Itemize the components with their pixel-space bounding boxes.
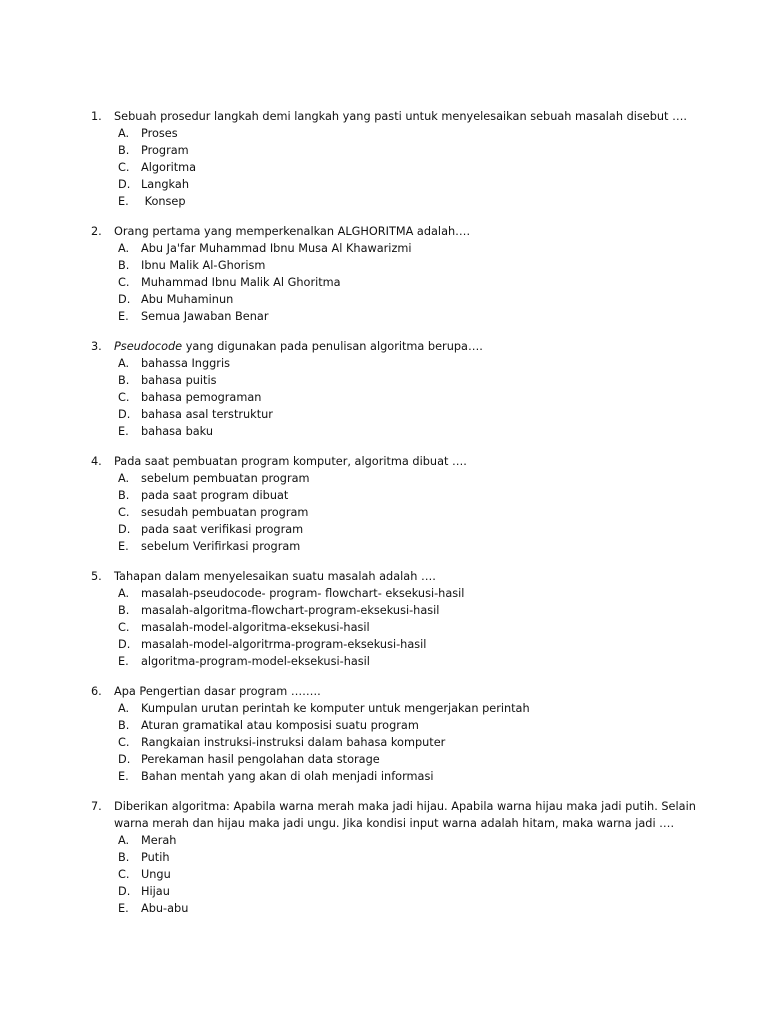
option-label: A. bbox=[118, 834, 130, 847]
question-term-italic: Pseudocode bbox=[114, 340, 183, 353]
option-e bbox=[91, 768, 711, 785]
option-label: A. bbox=[118, 472, 130, 485]
option-b bbox=[91, 717, 711, 734]
option-a bbox=[91, 585, 711, 602]
option-list bbox=[91, 470, 711, 555]
question-3 bbox=[91, 338, 711, 440]
option-text: algoritma-program-model-eksekusi-hasil bbox=[141, 655, 370, 668]
option-text: masalah-model-algoritrma-program-eksekusi-hasil bbox=[141, 638, 427, 651]
option-label: E. bbox=[118, 770, 129, 783]
option-label: A. bbox=[118, 357, 130, 370]
option-d bbox=[91, 883, 711, 900]
option-c bbox=[91, 274, 711, 291]
question-row bbox=[91, 453, 711, 470]
option-e bbox=[91, 308, 711, 325]
question-5 bbox=[91, 568, 711, 670]
option-c bbox=[91, 504, 711, 521]
option-c bbox=[91, 866, 711, 883]
option-d bbox=[91, 406, 711, 423]
option-label: D. bbox=[118, 293, 131, 306]
option-list bbox=[91, 585, 711, 670]
option-list bbox=[91, 700, 711, 785]
question-text: Tahapan dalam menyelesaikan suatu masalah adalah …. bbox=[114, 570, 436, 583]
option-list bbox=[91, 240, 711, 325]
option-b bbox=[91, 602, 711, 619]
option-text: masalah-algoritma-flowchart-program-eksekusi-hasil bbox=[141, 604, 440, 617]
option-text: bahasa pemograman bbox=[141, 391, 262, 404]
option-label: E. bbox=[118, 902, 129, 915]
option-text: Semua Jawaban Benar bbox=[141, 310, 269, 323]
option-label: E. bbox=[118, 540, 129, 553]
option-text: Ibnu Malik Al-Ghorism bbox=[141, 259, 266, 272]
option-e bbox=[91, 193, 711, 210]
option-text: sebelum Verifirkasi program bbox=[141, 540, 301, 553]
option-text: Konsep bbox=[141, 195, 186, 208]
option-text: Hijau bbox=[141, 885, 170, 898]
option-b bbox=[91, 849, 711, 866]
option-label: B. bbox=[118, 851, 130, 864]
option-label: A. bbox=[118, 587, 130, 600]
option-a bbox=[91, 240, 711, 257]
option-label: C. bbox=[118, 506, 130, 519]
option-label: D. bbox=[118, 408, 131, 421]
option-text: Abu Muhaminun bbox=[141, 293, 234, 306]
option-label: C. bbox=[118, 391, 130, 404]
question-number: 4. bbox=[91, 455, 102, 468]
option-text: pada saat verifikasi program bbox=[141, 523, 304, 536]
option-text: Aturan gramatikal atau komposisi suatu program bbox=[141, 719, 419, 732]
question-4 bbox=[91, 453, 711, 555]
question-1 bbox=[91, 108, 711, 210]
question-6 bbox=[91, 683, 711, 785]
option-e bbox=[91, 423, 711, 440]
question-text: Diberikan algoritma: Apabila warna merah maka jadi hijau. Apabila warna hijau maka jadi putih. Selain warna merah dan hijau maka jadi ungu. Jika kondisi input warna adalah hitam, maka warna jadi …. bbox=[114, 800, 696, 830]
option-label: C. bbox=[118, 736, 130, 749]
option-label: A. bbox=[118, 127, 130, 140]
option-e bbox=[91, 900, 711, 917]
option-b bbox=[91, 372, 711, 389]
option-text: Kumpulan urutan perintah ke komputer untuk mengerjakan perintah bbox=[141, 702, 530, 715]
option-text: sesudah pembuatan program bbox=[141, 506, 309, 519]
option-text: Program bbox=[141, 144, 189, 157]
option-text: Putih bbox=[141, 851, 170, 864]
option-text: Bahan mentah yang akan di olah menjadi informasi bbox=[141, 770, 434, 783]
question-number: 1. bbox=[91, 110, 102, 123]
question-7 bbox=[91, 798, 711, 917]
option-a bbox=[91, 470, 711, 487]
question-text: Orang pertama yang memperkenalkan ALGHORITMA adalah…. bbox=[114, 225, 471, 238]
question-number: 5. bbox=[91, 570, 102, 583]
option-e bbox=[91, 653, 711, 670]
option-label: C. bbox=[118, 868, 130, 881]
option-text: Proses bbox=[141, 127, 178, 140]
option-a bbox=[91, 125, 711, 142]
option-label: C. bbox=[118, 621, 130, 634]
option-label: B. bbox=[118, 719, 130, 732]
option-label: B. bbox=[118, 604, 130, 617]
option-label: E. bbox=[118, 425, 129, 438]
option-d bbox=[91, 521, 711, 538]
question-row bbox=[91, 798, 711, 832]
question-number: 6. bbox=[91, 685, 102, 698]
option-label: C. bbox=[118, 161, 130, 174]
option-text: sebelum pembuatan program bbox=[141, 472, 310, 485]
option-a bbox=[91, 832, 711, 849]
option-text: Langkah bbox=[141, 178, 189, 191]
option-list bbox=[91, 832, 711, 917]
option-text: Abu-abu bbox=[141, 902, 189, 915]
option-text: pada saat program dibuat bbox=[141, 489, 289, 502]
option-d bbox=[91, 291, 711, 308]
option-e bbox=[91, 538, 711, 555]
option-b bbox=[91, 257, 711, 274]
question-number: 7. bbox=[91, 800, 102, 813]
question-text bbox=[114, 338, 711, 355]
option-text: bahassa Inggris bbox=[141, 357, 230, 370]
option-c bbox=[91, 619, 711, 636]
option-d bbox=[91, 751, 711, 768]
question-row bbox=[91, 568, 711, 585]
question-number: 2. bbox=[91, 225, 102, 238]
option-c bbox=[91, 734, 711, 751]
option-label: D. bbox=[118, 178, 131, 191]
option-label: E. bbox=[118, 655, 129, 668]
question-text-rest: yang digunakan pada penulisan algoritma berupa…. bbox=[182, 340, 483, 353]
question-row bbox=[91, 683, 711, 700]
option-label: A. bbox=[118, 702, 130, 715]
question-2 bbox=[91, 223, 711, 325]
option-c bbox=[91, 159, 711, 176]
question-text: Sebuah prosedur langkah demi langkah yang pasti untuk menyelesaikan sebuah masalah disebut …. bbox=[114, 110, 687, 123]
option-text: masalah-pseudocode- program- flowchart- eksekusi-hasil bbox=[141, 587, 465, 600]
question-number: 3. bbox=[91, 340, 102, 353]
option-label: E. bbox=[118, 310, 129, 323]
option-label: A. bbox=[118, 242, 130, 255]
question-row bbox=[91, 223, 711, 240]
question-row bbox=[91, 108, 711, 125]
option-text: Muhammad Ibnu Malik Al Ghoritma bbox=[141, 276, 341, 289]
option-b bbox=[91, 487, 711, 504]
option-text: Ungu bbox=[141, 868, 171, 881]
option-label: B. bbox=[118, 144, 130, 157]
option-list bbox=[91, 125, 711, 210]
option-text: masalah-model-algoritma-eksekusi-hasil bbox=[141, 621, 370, 634]
option-label: B. bbox=[118, 374, 130, 387]
option-label: B. bbox=[118, 489, 130, 502]
option-a bbox=[91, 700, 711, 717]
question-text: Apa Pengertian dasar program …….. bbox=[114, 685, 321, 698]
question-text: Pada saat pembuatan program komputer, algoritma dibuat …. bbox=[114, 455, 467, 468]
option-label: D. bbox=[118, 523, 131, 536]
option-a bbox=[91, 355, 711, 372]
option-label: C. bbox=[118, 276, 130, 289]
option-text: bahasa asal terstruktur bbox=[141, 408, 273, 421]
option-text: Abu Ja'far Muhammad Ibnu Musa Al Khawarizmi bbox=[141, 242, 412, 255]
option-text: bahasa baku bbox=[141, 425, 214, 438]
option-label: D. bbox=[118, 885, 131, 898]
option-text: bahasa puitis bbox=[141, 374, 217, 387]
option-b bbox=[91, 142, 711, 159]
option-d bbox=[91, 636, 711, 653]
question-list bbox=[91, 108, 711, 930]
option-list bbox=[91, 355, 711, 440]
option-label: B. bbox=[118, 259, 130, 272]
option-text: Rangkaian instruksi-instruksi dalam bahasa komputer bbox=[141, 736, 446, 749]
option-d bbox=[91, 176, 711, 193]
option-text: Merah bbox=[141, 834, 177, 847]
option-text: Algoritma bbox=[141, 161, 197, 174]
option-label: D. bbox=[118, 638, 131, 651]
option-label: D. bbox=[118, 753, 131, 766]
option-label: E. bbox=[118, 195, 129, 208]
question-row bbox=[91, 338, 711, 355]
option-c bbox=[91, 389, 711, 406]
option-text: Perekaman hasil pengolahan data storage bbox=[141, 753, 380, 766]
